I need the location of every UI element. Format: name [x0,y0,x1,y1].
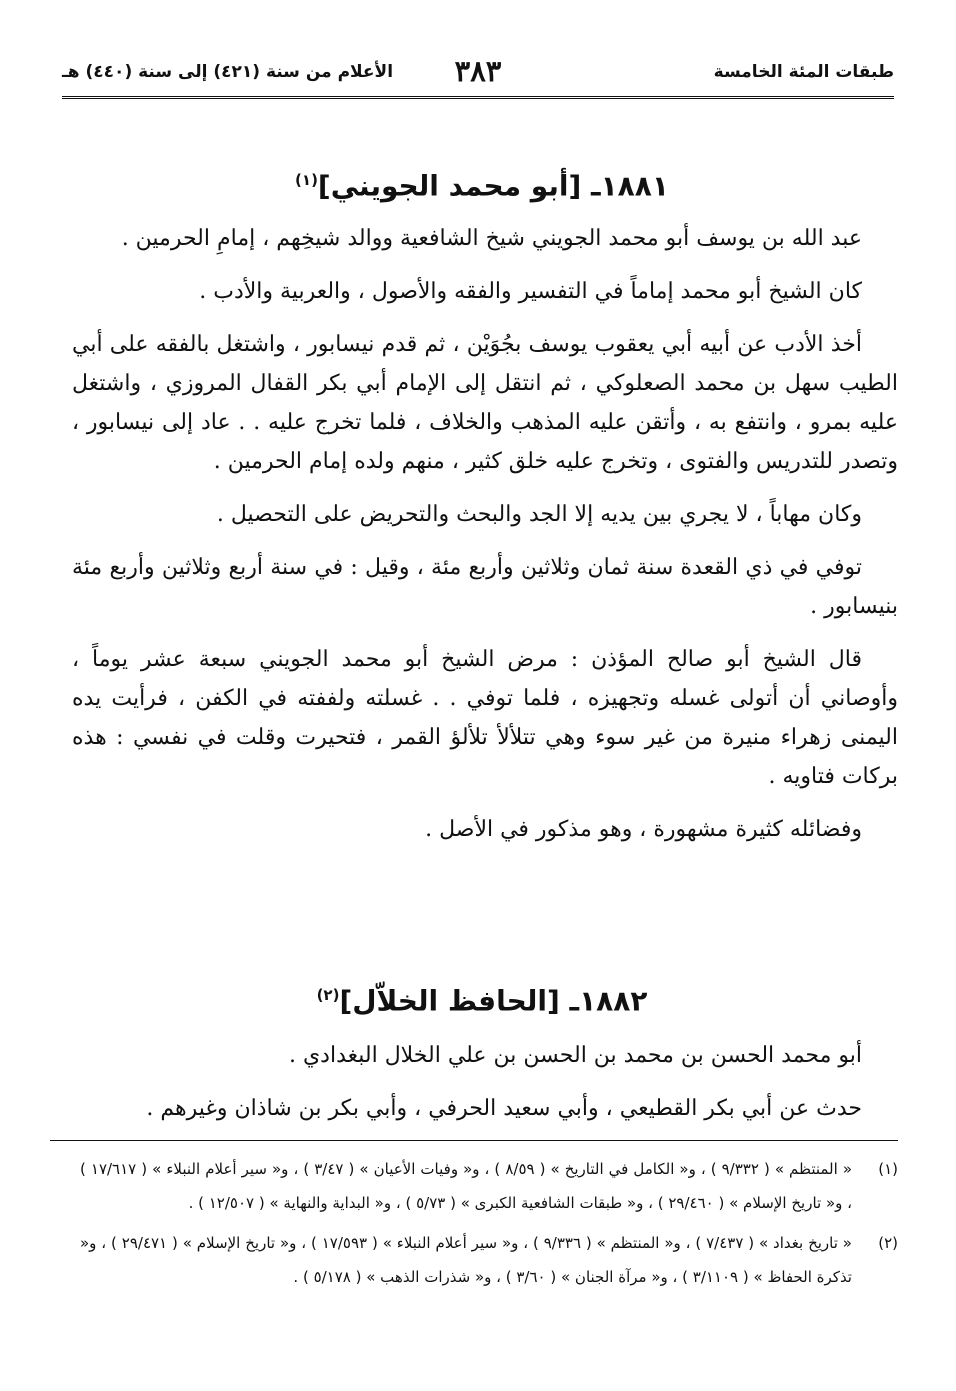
paragraph: أخذ الأدب عن أبيه أبي يعقوب يوسف بجُوَيْن ، ثم قدم نيسابور ، واشتغل بالفقه على أبي الطيب سهل بن محمد الصعلوكي ، ثم انتقل إلى الإمام أبي بكر القفال المروزي ، واشتغل عليه بمرو ، وانتفع به ، وأتقن عليه المذهب والخلاف ، فلما تخرج عليه . . عاد إلى نيسابور ، وتصدر للتدريس والفتوى ، وتخرج عليه خلق كثير ، منهم ولده إمام الحرمين . [72,332,898,474]
footnote-ref: (١) [295,171,318,189]
footnote [80,1226,898,1294]
paragraph: قال الشيخ أبو صالح المؤذن : مرض الشيخ أبو محمد الجويني سبعة عشر يوماً ، وأوصاني أن أتولى غسله وتجهيزه ، فلما توفي . . غسلته ولففته في الكفن ، فرأيت يده اليمنى زهراء منيرة من غير سوء وهي تتلألأ تلألؤ القمر ، فتحيرت وقلت في نفسي : هذه بركات فتاويه . [72,647,898,789]
footnote-number: (٢) [878,1234,898,1252]
paragraph: حدث عن أبي بكر القطيعي ، وأبي سعيد الحرفي ، وأبي بكر بن شاذان وغيرهم . [146,1096,862,1121]
footnote-ref: (٢) [316,986,340,1004]
header-year-range: الأعلام من سنة (٤٢١) إلى سنة (٤٤٠) هـ [62,62,394,82]
footnote-divider [50,1140,898,1141]
entry-title-1882 [70,975,894,1021]
paragraph: كان الشيخ أبو محمد إماماً في التفسير والفقه والأصول ، والعربية والأدب . [199,279,862,304]
page-number: ٣٨٣ [454,54,502,88]
entry-body-1881 [72,219,898,849]
paragraph: توفي في ذي القعدة سنة ثمان وثلاثين وأربع مئة ، وقيل : في سنة أربع وثلاثين وأربع مئة بنيسابور . [72,555,898,619]
paragraph: وفضائله كثيرة مشهورة ، وهو مذكور في الأصل . [425,817,862,842]
entry-title-text: ١٨٨٢ـ [الحافظ الخلاّل] [339,984,648,1018]
footnote-text: « المنتظم » ( ٩/٣٣٢ ) ، و« الكامل في التاريخ » ( ٨/٥٩ ) ، و« وفيات الأعيان » ( ٣/٤٧ ) ، و« سير أعلام النبلاء » ( ١٧/٦١٧ ) ، و« تاريخ الإسلام » ( ٢٩/٤٦٠ ) ، و« طبقات الشافعية الكبرى » ( ٥/٧٣ ) ، و« البداية والنهاية » ( ١٢/٥٠٧ ) . [80,1160,853,1212]
footnote-number: (١) [878,1160,898,1178]
footnotes [80,1152,898,1294]
footnote-text: « تاريخ بغداد » ( ٧/٤٣٧ ) ، و« المنتظم » ( ٩/٣٣٦ ) ، و« سير أعلام النبلاء » ( ١٧/٥٩٣ ) ، و« تاريخ الإسلام » ( ٢٩/٤٧١ ) ، و« تذكرة الحفاظ » ( ٣/١١٠٩ ) ، و« مرآة الجنان » ( ٣/٦٠ ) ، و« شذرات الذهب » ( ٥/١٧٨ ) . [80,1234,852,1286]
footnote [80,1152,898,1220]
paragraph: وكان مهاباً ، لا يجري بين يديه إلا الجد والبحث والتحريض على التحصيل . [216,502,862,527]
header-section-title: طبقات المئة الخامسة [713,62,894,82]
paragraph: أبو محمد الحسن بن محمد بن الحسن بن علي الخلال البغدادي . [288,1043,862,1068]
running-header [62,54,894,99]
entry-title-1881 [70,160,894,206]
paragraph: عبد الله بن يوسف أبو محمد الجويني شيخ الشافعية ووالد شيخِهم ، إمامِ الحرمين . [121,226,862,251]
entry-title-text: ١٨٨١ـ [أبو محمد الجويني] [317,169,669,203]
entry-body-1882 [72,1036,898,1128]
